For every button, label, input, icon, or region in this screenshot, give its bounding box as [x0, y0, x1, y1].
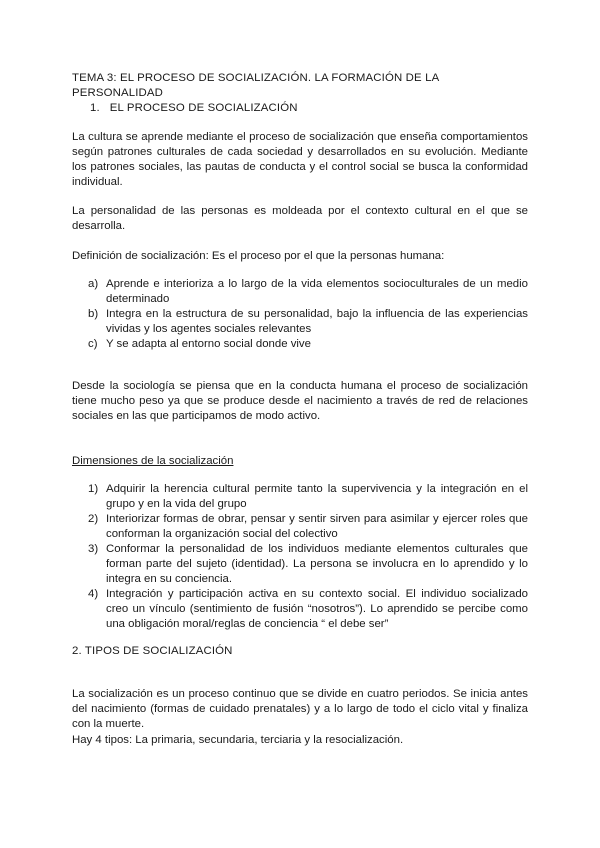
paragraph-sociology: Desde la sociología se piensa que en la conducta humana el proceso de socialización tiene mucho peso ya que se produce desde el nacimiento a través de red de relaciones sociales en las que participamos de modo activo.: [72, 380, 528, 422]
paragraph-personality: La personalidad de las personas es moldeada por el contexto cultural en el que se desarrolla.: [72, 205, 528, 232]
list-item-text: Integración y participación activa en su contexto social. El individuo socializado creo un vínculo (sentimiento de fusión “nosotros”). Lo aprendido se percibe como una obligación moral/reglas de conciencia “ el debe ser”: [106, 588, 528, 630]
paragraph-definition: Definición de socialización: Es el proceso por el que la personas humana:: [72, 250, 445, 262]
document-title: TEMA 3: EL PROCESO DE SOCIALIZACIÓN. LA FORMACIÓN DE LA PERSONALIDAD: [72, 72, 439, 99]
letter-list: [72, 277, 528, 352]
list-marker: a): [88, 278, 99, 290]
list-marker: c): [88, 338, 98, 350]
list-marker: 2): [88, 513, 99, 525]
list-item-text: Y se adapta al entorno social donde vive: [106, 338, 311, 350]
paragraph-culture: La cultura se aprende mediante el proceso de socialización que enseña comportamientos según patrones culturales de cada sociedad y desarrollados en su evolución. Mediante los patrones sociales, las pautas de conducta y el control social se busca la conformidad individual.: [72, 131, 528, 188]
list-item: [72, 482, 528, 512]
list-item-text: Aprende e interioriza a lo largo de la vida elementos socioculturales de un medio determinado: [106, 278, 528, 305]
list-item: [72, 337, 528, 352]
numbered-list: [72, 482, 528, 632]
list-item-text: Interiorizar formas de obrar, pensar y sentir sirven para asimilar y ejercer roles que conforman la organización social del colectivo: [106, 513, 528, 540]
list-marker: 4): [88, 588, 99, 600]
section-1-title: EL PROCESO DE SOCIALIZACIÓN: [109, 102, 298, 114]
list-item: [72, 277, 528, 307]
list-item-text: Adquirir la herencia cultural permite tanto la supervivencia y la integración en el grupo y en la vida del grupo: [106, 483, 528, 510]
list-item: [72, 307, 528, 337]
list-item: [72, 512, 528, 542]
list-item: [72, 542, 528, 587]
paragraph-continuous-process: La socialización es un proceso continuo que se divide en cuatro periodos. Se inicia antes del nacimiento (formas de cuidado prenatales) y a lo largo de todo el ciclo vital y finaliza con la muerte.: [72, 688, 528, 730]
paragraph-types: Hay 4 tipos: La primaria, secundaria, terciaria y la resocialización.: [72, 734, 404, 746]
list-marker: b): [88, 308, 99, 320]
section-1-number: 1.: [90, 102, 100, 114]
list-item-text: Conformar la personalidad de los individuos mediante elementos culturales que forman parte del sujeto (identidad). La persona se involucra en lo aprendido y lo integra en su conciencia.: [106, 543, 528, 585]
list-marker: 1): [88, 483, 99, 495]
section-2-heading: 2. TIPOS DE SOCIALIZACIÓN: [72, 645, 233, 657]
section-1-heading: [90, 101, 528, 116]
dimensions-heading: Dimensiones de la socialización: [72, 455, 234, 467]
list-item-text: Integra en la estructura de su personalidad, bajo la influencia de las experiencias vividas y los agentes sociales relevantes: [106, 308, 528, 335]
list-marker: 3): [88, 543, 99, 555]
list-item: [72, 587, 528, 632]
